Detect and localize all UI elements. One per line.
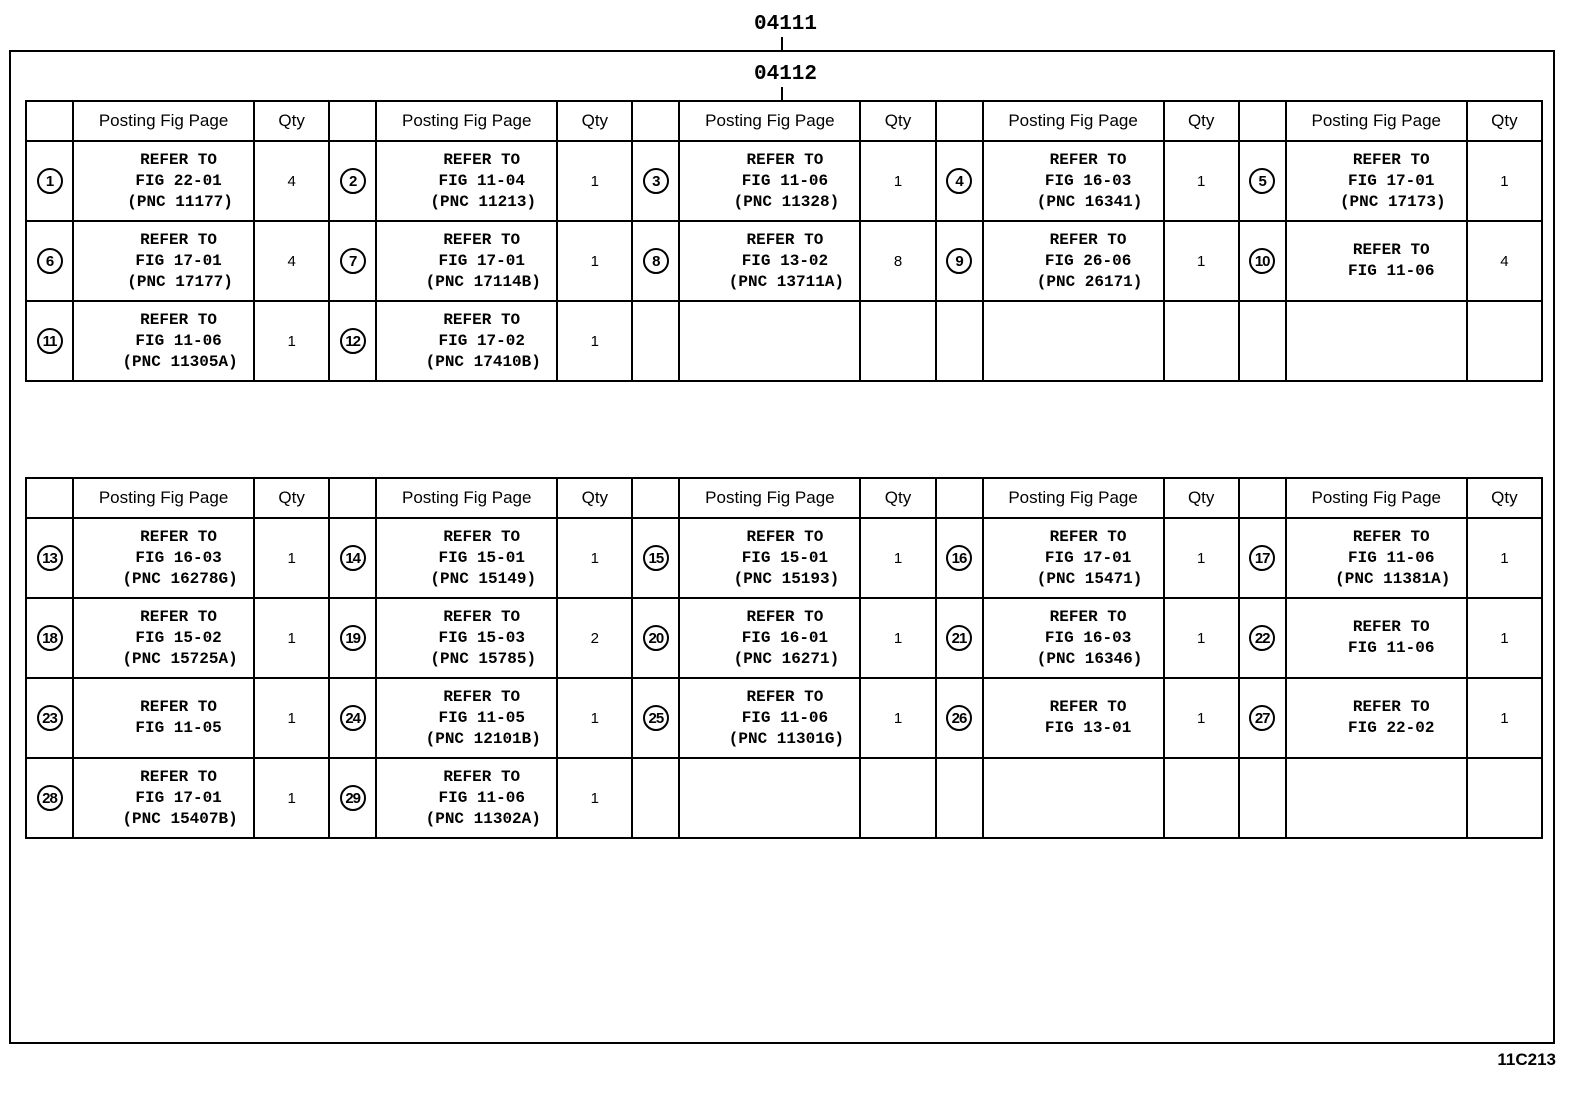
fig-line: FIG 11-05 — [438, 708, 525, 727]
qty-value: 1 — [1500, 709, 1509, 727]
reference-cell — [679, 598, 860, 678]
item-number-cell — [936, 598, 983, 678]
reference-cell — [73, 301, 254, 381]
fig-line: FIG 11-06 — [1348, 262, 1435, 280]
pnc-line: (PNC 11177) — [127, 192, 233, 211]
header-posting: Posting Fig Page — [73, 478, 254, 518]
header-posting: Posting Fig Page — [376, 478, 557, 518]
fig-line: FIG 16-03 — [135, 548, 222, 567]
item-number-badge: 29 — [340, 785, 366, 811]
qty-cell — [1467, 141, 1542, 221]
table-row — [26, 141, 1542, 221]
item-number-badge: 11 — [37, 328, 63, 354]
qty-cell — [1164, 758, 1239, 838]
item-number-cell — [1239, 758, 1286, 838]
header-qty: Qty — [1467, 478, 1542, 518]
pnc-line: (PNC 11328) — [733, 192, 840, 211]
reference-cell — [983, 141, 1164, 221]
header-qty: Qty — [254, 478, 329, 518]
pnc-line: (PNC 17173) — [1339, 192, 1446, 211]
reference-cell — [73, 758, 254, 838]
item-number-cell — [632, 141, 679, 221]
item-number-cell — [329, 141, 376, 221]
sub-label: 04112 — [754, 63, 818, 86]
item-number-cell — [26, 221, 73, 301]
item-number-cell — [1239, 301, 1286, 381]
qty-cell — [1467, 518, 1542, 598]
reference-cell — [1286, 141, 1467, 221]
qty-cell — [860, 598, 935, 678]
reference-cell — [983, 678, 1164, 758]
qty-cell — [1467, 301, 1542, 381]
reference-cell — [376, 518, 557, 598]
item-number-cell — [632, 518, 679, 598]
header-num — [1239, 478, 1286, 518]
item-number-badge: 14 — [340, 545, 366, 571]
item-number-cell — [329, 758, 376, 838]
refer-to-line: REFER TO — [746, 230, 824, 249]
item-number-cell — [26, 758, 73, 838]
refer-to-line: REFER TO — [746, 607, 824, 626]
header-row — [26, 478, 1542, 518]
header-qty: Qty — [860, 478, 935, 518]
item-number-cell — [329, 678, 376, 758]
header-qty: Qty — [557, 101, 632, 141]
refer-to-line: REFER TO — [1352, 527, 1430, 546]
fig-line: FIG 11-04 — [438, 171, 525, 190]
fig-line: FIG 22-01 — [135, 171, 222, 190]
item-number-badge: 6 — [37, 248, 63, 274]
header-num — [329, 478, 376, 518]
qty-cell — [557, 301, 632, 381]
reference-cell — [1286, 758, 1467, 838]
reference-cell — [983, 518, 1164, 598]
item-number-cell — [26, 141, 73, 221]
reference-cell — [983, 758, 1164, 838]
qty-value: 1 — [590, 549, 599, 567]
item-number-cell — [936, 518, 983, 598]
fig-line: FIG 22-02 — [1348, 719, 1435, 737]
header-row — [26, 101, 1542, 141]
item-number-cell — [1239, 141, 1286, 221]
reference-cell — [1286, 221, 1467, 301]
reference-cell — [73, 598, 254, 678]
qty-cell — [557, 678, 632, 758]
qty-cell — [860, 518, 935, 598]
qty-value: 1 — [590, 789, 599, 807]
item-number-badge: 4 — [946, 168, 972, 194]
item-number-badge: 13 — [37, 545, 63, 571]
reference-table-2 — [25, 477, 1543, 839]
table-row — [26, 678, 1542, 758]
qty-cell — [860, 301, 935, 381]
qty-value: 1 — [590, 172, 599, 190]
reference-cell — [679, 678, 860, 758]
qty-cell — [1467, 598, 1542, 678]
pnc-line: (PNC 11381A) — [1335, 569, 1451, 588]
item-number-badge: 24 — [340, 705, 366, 731]
pnc-line: (PNC 15725A) — [122, 649, 238, 668]
item-number-badge: 18 — [37, 625, 63, 651]
table-row — [26, 518, 1542, 598]
item-number-cell — [632, 678, 679, 758]
pnc-line: (PNC 11301G) — [728, 729, 845, 748]
refer-to-line: REFER TO — [140, 230, 217, 249]
item-number-badge: 3 — [643, 168, 669, 194]
reference-cell — [376, 301, 557, 381]
header-num — [936, 478, 983, 518]
item-number-cell — [329, 598, 376, 678]
header-posting: Posting Fig Page — [679, 478, 860, 518]
fig-line: FIG 17-01 — [1348, 171, 1435, 190]
pnc-line: (PNC 11213) — [430, 192, 537, 211]
qty-value: 2 — [590, 629, 599, 647]
pnc-line: (PNC 15471) — [1036, 569, 1143, 588]
item-number-badge: 16 — [946, 545, 972, 571]
header-posting: Posting Fig Page — [1286, 478, 1467, 518]
header-posting: Posting Fig Page — [1286, 101, 1467, 141]
qty-cell — [1467, 221, 1542, 301]
reference-cell — [1286, 301, 1467, 381]
item-number-cell — [936, 758, 983, 838]
item-number-badge: 25 — [643, 705, 669, 731]
qty-cell — [860, 141, 935, 221]
qty-value: 1 — [893, 709, 903, 727]
reference-cell — [679, 221, 860, 301]
header-qty: Qty — [557, 478, 632, 518]
refer-to-line: REFER TO — [1049, 527, 1127, 546]
qty-cell — [254, 221, 329, 301]
pnc-line: (PNC 15407B) — [122, 809, 238, 828]
item-number-badge: 2 — [340, 168, 366, 194]
refer-to-line: REFER TO — [443, 607, 521, 626]
header-posting: Posting Fig Page — [679, 101, 860, 141]
item-number-cell — [329, 301, 376, 381]
fig-line: FIG 17-01 — [438, 251, 525, 270]
qty-value: 1 — [1500, 549, 1509, 567]
item-number-badge: 8 — [643, 248, 669, 274]
header-num — [329, 101, 376, 141]
pnc-line: (PNC 16271) — [733, 649, 840, 668]
header-qty: Qty — [1164, 478, 1239, 518]
item-number-cell — [1239, 598, 1286, 678]
item-number-cell — [632, 301, 679, 381]
fig-line: FIG 16-01 — [741, 628, 829, 647]
item-number-badge: 10 — [1249, 248, 1275, 274]
refer-to-line: REFER TO — [1049, 698, 1127, 716]
fig-line: FIG 11-06 — [1348, 639, 1435, 657]
pnc-line: (PNC 17177) — [127, 272, 233, 291]
reference-cell — [679, 141, 860, 221]
item-number-cell — [936, 301, 983, 381]
pnc-line: (PNC 11302A) — [425, 809, 541, 828]
refer-to-line: REFER TO — [1352, 150, 1430, 169]
item-number-badge: 28 — [37, 785, 63, 811]
reference-cell — [679, 301, 860, 381]
top-label: 04111 — [754, 13, 818, 36]
item-number-cell — [26, 301, 73, 381]
reference-cell — [376, 141, 557, 221]
header-qty: Qty — [1164, 101, 1239, 141]
qty-cell — [557, 141, 632, 221]
reference-cell — [983, 221, 1164, 301]
qty-cell — [1467, 758, 1542, 838]
refer-to-line: REFER TO — [746, 527, 824, 546]
pnc-line: (PNC 12101B) — [425, 729, 541, 748]
qty-value: 1 — [1196, 549, 1206, 567]
qty-cell — [1164, 141, 1239, 221]
item-number-cell — [329, 221, 376, 301]
item-number-badge: 9 — [946, 248, 972, 274]
fig-line: FIG 15-01 — [741, 548, 829, 567]
item-number-cell — [1239, 678, 1286, 758]
qty-value: 1 — [893, 549, 903, 567]
qty-value: 1 — [893, 629, 903, 647]
fig-line: FIG 11-06 — [741, 171, 829, 190]
reference-cell — [1286, 518, 1467, 598]
header-qty: Qty — [860, 101, 935, 141]
header-qty: Qty — [254, 101, 329, 141]
qty-value: 1 — [1196, 252, 1206, 270]
qty-cell — [254, 598, 329, 678]
qty-value: 1 — [893, 172, 903, 190]
table-row — [26, 598, 1542, 678]
qty-value: 1 — [287, 549, 296, 567]
refer-to-line: REFER TO — [443, 687, 521, 706]
item-number-badge: 19 — [340, 625, 366, 651]
reference-cell — [73, 141, 254, 221]
header-num — [26, 478, 73, 518]
qty-value: 1 — [287, 709, 296, 727]
reference-table-1 — [25, 100, 1543, 382]
fig-line: FIG 16-03 — [1044, 628, 1132, 647]
refer-to-line: REFER TO — [746, 150, 824, 169]
qty-cell — [254, 141, 329, 221]
reference-cell — [1286, 678, 1467, 758]
fig-line: FIG 13-01 — [1044, 719, 1132, 737]
top-connector — [781, 37, 783, 50]
reference-cell — [376, 678, 557, 758]
reference-cell — [376, 598, 557, 678]
pnc-line: (PNC 17114B) — [425, 272, 541, 291]
item-number-cell — [1239, 221, 1286, 301]
qty-value: 1 — [1196, 172, 1206, 190]
reference-cell — [679, 518, 860, 598]
fig-line: FIG 26-06 — [1044, 251, 1132, 270]
header-qty: Qty — [1467, 101, 1542, 141]
item-number-cell — [1239, 518, 1286, 598]
header-num — [632, 101, 679, 141]
pnc-line: (PNC 15193) — [733, 569, 840, 588]
qty-cell — [1164, 598, 1239, 678]
item-number-badge: 12 — [340, 328, 366, 354]
qty-cell — [254, 518, 329, 598]
pnc-line: (PNC 26171) — [1036, 272, 1143, 291]
header-posting: Posting Fig Page — [73, 101, 254, 141]
qty-cell — [860, 678, 935, 758]
sub-connector — [781, 87, 783, 100]
refer-to-line: REFER TO — [443, 310, 521, 329]
refer-to-line: REFER TO — [140, 310, 217, 329]
refer-to-line: REFER TO — [140, 150, 217, 169]
qty-value: 4 — [287, 172, 296, 190]
item-number-cell — [936, 221, 983, 301]
reference-cell — [376, 758, 557, 838]
refer-to-line: REFER TO — [140, 527, 217, 546]
qty-value: 1 — [287, 629, 296, 647]
qty-cell — [1164, 518, 1239, 598]
header-num — [26, 101, 73, 141]
qty-cell — [557, 221, 632, 301]
item-number-cell — [936, 141, 983, 221]
qty-cell — [254, 678, 329, 758]
reference-cell — [679, 758, 860, 838]
refer-to-line: REFER TO — [1049, 230, 1127, 249]
fig-line: FIG 17-01 — [1044, 548, 1132, 567]
item-number-badge: 5 — [1249, 168, 1275, 194]
item-number-cell — [632, 221, 679, 301]
refer-to-line: REFER TO — [1352, 698, 1430, 716]
refer-to-line: REFER TO — [140, 698, 217, 716]
refer-to-line: REFER TO — [140, 607, 217, 626]
fig-line: FIG 11-06 — [741, 708, 829, 727]
header-num — [632, 478, 679, 518]
reference-cell — [73, 221, 254, 301]
header-num — [936, 101, 983, 141]
pnc-line: (PNC 11305A) — [122, 352, 238, 371]
refer-to-line: REFER TO — [1352, 241, 1430, 259]
fig-line: FIG 15-02 — [135, 628, 222, 647]
qty-value: 1 — [287, 332, 296, 350]
pnc-line: (PNC 15149) — [430, 569, 537, 588]
qty-value: 1 — [590, 332, 599, 350]
reference-cell — [73, 678, 254, 758]
qty-cell — [254, 301, 329, 381]
qty-cell — [557, 758, 632, 838]
figure-code: 11C213 — [1497, 1050, 1556, 1069]
item-number-cell — [632, 758, 679, 838]
item-number-cell — [26, 598, 73, 678]
qty-cell — [1164, 301, 1239, 381]
fig-line: FIG 16-03 — [1044, 171, 1132, 190]
table-row — [26, 221, 1542, 301]
qty-value: 1 — [590, 252, 599, 270]
qty-cell — [254, 758, 329, 838]
qty-cell — [557, 598, 632, 678]
qty-cell — [557, 518, 632, 598]
item-number-cell — [26, 678, 73, 758]
pnc-line: (PNC 16278G) — [122, 569, 238, 588]
item-number-cell — [632, 598, 679, 678]
fig-line: FIG 15-03 — [438, 628, 525, 647]
item-number-badge: 26 — [946, 705, 972, 731]
item-number-badge: 20 — [643, 625, 669, 651]
pnc-line: (PNC 16341) — [1036, 192, 1143, 211]
qty-value: 1 — [1196, 709, 1206, 727]
pnc-line: (PNC 15785) — [430, 649, 537, 668]
refer-to-line: REFER TO — [443, 767, 521, 786]
reference-cell — [983, 598, 1164, 678]
header-num — [1239, 101, 1286, 141]
table-row — [26, 758, 1542, 838]
item-number-cell — [26, 518, 73, 598]
qty-cell — [1164, 678, 1239, 758]
refer-to-line: REFER TO — [443, 150, 521, 169]
refer-to-line: REFER TO — [1049, 150, 1127, 169]
refer-to-line: REFER TO — [746, 687, 824, 706]
item-number-badge: 15 — [643, 545, 669, 571]
fig-line: FIG 17-02 — [438, 331, 525, 350]
qty-cell — [860, 758, 935, 838]
qty-value: 4 — [287, 252, 296, 270]
qty-value: 8 — [893, 252, 903, 270]
reference-cell — [376, 221, 557, 301]
item-number-cell — [936, 678, 983, 758]
header-posting: Posting Fig Page — [983, 478, 1164, 518]
qty-value: 4 — [1500, 252, 1509, 270]
fig-line: FIG 11-05 — [135, 719, 222, 737]
fig-line: FIG 13-02 — [741, 251, 829, 270]
item-number-badge: 23 — [37, 705, 63, 731]
reference-cell — [73, 518, 254, 598]
item-number-badge: 17 — [1249, 545, 1275, 571]
table-row — [26, 301, 1542, 381]
reference-cell — [1286, 598, 1467, 678]
refer-to-line: REFER TO — [443, 230, 521, 249]
pnc-line: (PNC 16346) — [1036, 649, 1143, 668]
item-number-badge: 27 — [1249, 705, 1275, 731]
item-number-badge: 1 — [37, 168, 63, 194]
pnc-line: (PNC 13711A) — [728, 272, 845, 291]
fig-line: FIG 15-01 — [438, 548, 525, 567]
fig-line: FIG 11-06 — [135, 331, 222, 350]
qty-cell — [1467, 678, 1542, 758]
qty-value: 1 — [287, 789, 296, 807]
refer-to-line: REFER TO — [1352, 618, 1430, 636]
qty-cell — [860, 221, 935, 301]
qty-cell — [1164, 221, 1239, 301]
qty-value: 1 — [590, 709, 599, 727]
item-number-badge: 7 — [340, 248, 366, 274]
pnc-line: (PNC 17410B) — [425, 352, 541, 371]
fig-line: FIG 17-01 — [135, 251, 222, 270]
item-number-badge: 21 — [946, 625, 972, 651]
refer-to-line: REFER TO — [140, 767, 217, 786]
header-posting: Posting Fig Page — [983, 101, 1164, 141]
refer-to-line: REFER TO — [1049, 607, 1127, 626]
reference-cell — [983, 301, 1164, 381]
item-number-cell — [329, 518, 376, 598]
qty-value: 1 — [1196, 629, 1206, 647]
fig-line: FIG 11-06 — [1348, 548, 1435, 567]
qty-value: 1 — [1500, 172, 1509, 190]
fig-line: FIG 11-06 — [438, 788, 525, 807]
header-posting: Posting Fig Page — [376, 101, 557, 141]
item-number-badge: 22 — [1249, 625, 1275, 651]
qty-value: 1 — [1500, 629, 1509, 647]
refer-to-line: REFER TO — [443, 527, 521, 546]
fig-line: FIG 17-01 — [135, 788, 222, 807]
